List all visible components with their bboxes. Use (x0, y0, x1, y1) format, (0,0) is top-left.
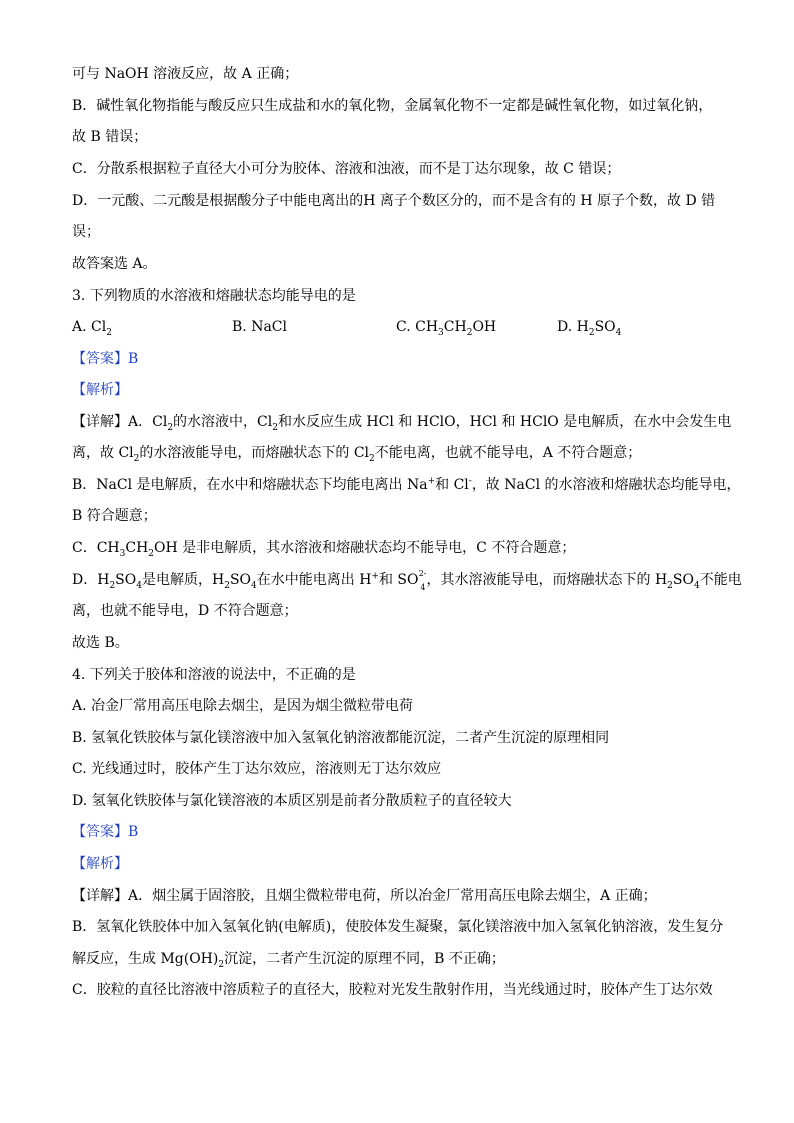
question-3-stem: 3. 下列物质的水溶液和熔融状态均能导电的是 (72, 288, 356, 304)
text-line: B．碱性氧化物指能与酸反应只生成盐和水的氧化物，金属氧化物不一定都是碱性氧化物，如过氧化钠， (72, 98, 713, 114)
text-line: D．$H_2SO_4$是电解质，$H_2SO_4$在水中能电离出 H+和 SO 2- 4 ，其水溶液能导电，而熔融状态下的 $H_2SO_4$不能电 (72, 569, 742, 592)
text-line: C．分散系根据粒子直径大小可分为胶体、溶液和浊液，而不是丁达尔现象，故 C 错误； (72, 161, 621, 177)
answer-label: 【答案】B (72, 824, 139, 840)
option-b: B. NaCl (232, 319, 287, 335)
analysis-label: 【解析】 (72, 856, 128, 872)
option-c: C. 光线通过时，胶体产生丁达尔效应，溶液则无丁达尔效应 (72, 761, 442, 777)
text-line: C．胶粒的直径比溶液中溶质粒子的直径大，胶粒对光发生散射作用，当光线通过时，胶体产生丁达尔效 (72, 982, 713, 998)
text-line: D．一元酸、二元酸是根据酸分子中能电离出的H 离子个数区分的，而不是含有的 H 原子个数，故 D 错 (72, 193, 716, 209)
answer-label: 【答案】B (72, 351, 139, 367)
sulfate-ion: SO 2- 4 (397, 569, 427, 592)
option-b: B. 氢氧化铁胶体与氯化镁溶液中加入氢氧化钠溶液都能沉淀，二者产生沉淀的原理相同 (72, 730, 610, 746)
text-line: 离，故 $Cl_2$的水溶液能导电，而熔融状态下的 $Cl_2$不能电离，也就不能导电，A 不符合题意； (72, 445, 642, 464)
text-line: 离，也就不能导电，D 不符合题意； (72, 603, 298, 619)
option-d: D. 氢氧化铁胶体与氯化镁溶液的本质区别是前者分散质粒子的直径较大 (72, 793, 512, 809)
text-line: 可与 NaOH 溶液反应，故 A 正确； (72, 66, 299, 82)
text-line: B．氢氧化铁胶体中加入氢氧化钠(电解质)，使胶体发生凝聚，氯化镁溶液中加入氢氧化钠溶液，发生复分 (72, 919, 724, 935)
question-4-stem: 4. 下列关于胶体和溶液的说法中，不正确的是 (72, 667, 356, 683)
option-d: D. $H_2SO_4$ (557, 319, 622, 338)
text-line: 误； (72, 224, 100, 240)
text-line: 【详解】A．烟尘属于固溶胶，且烟尘微粒带电荷，所以冶金厂常用高压电除去烟尘，A 正确； (72, 888, 657, 904)
text-line: B 符合题意； (72, 508, 157, 524)
question-3-options (72, 317, 732, 337)
text-line: 解反应，生成 $Mg(OH)_2$沉淀，二者产生沉淀的原理不同，B 不正确； (72, 951, 505, 970)
text-line: B．NaCl 是电解质，在水中和熔融状态下均能电离出 Na+和 Cl-，故 NaCl 的水溶液和熔融状态均能导电， (72, 476, 741, 493)
text-line: C．$CH_3CH_2OH$ 是非电解质，其水溶液和熔融状态均不能导电，C 不符合题意； (72, 540, 576, 559)
option-a: A. 冶金厂常用高压电除去烟尘，是因为烟尘微粒带电荷 (72, 698, 414, 714)
text-line: 故选 B。 (72, 635, 129, 651)
text-line: 【详解】A．$Cl_2$的水溶液中，$Cl_2$和水反应生成 HCl 和 HClO，HCl 和 HClO 是电解质，在水中会发生电 (72, 414, 732, 433)
text-line: 故 B 错误； (72, 129, 148, 145)
option-c: C. $CH_3CH_2OH$ (396, 319, 497, 338)
option-a: A. $Cl_2$ (72, 319, 112, 338)
text-line: 故答案选 A。 (72, 256, 157, 272)
analysis-label: 【解析】 (72, 382, 128, 398)
